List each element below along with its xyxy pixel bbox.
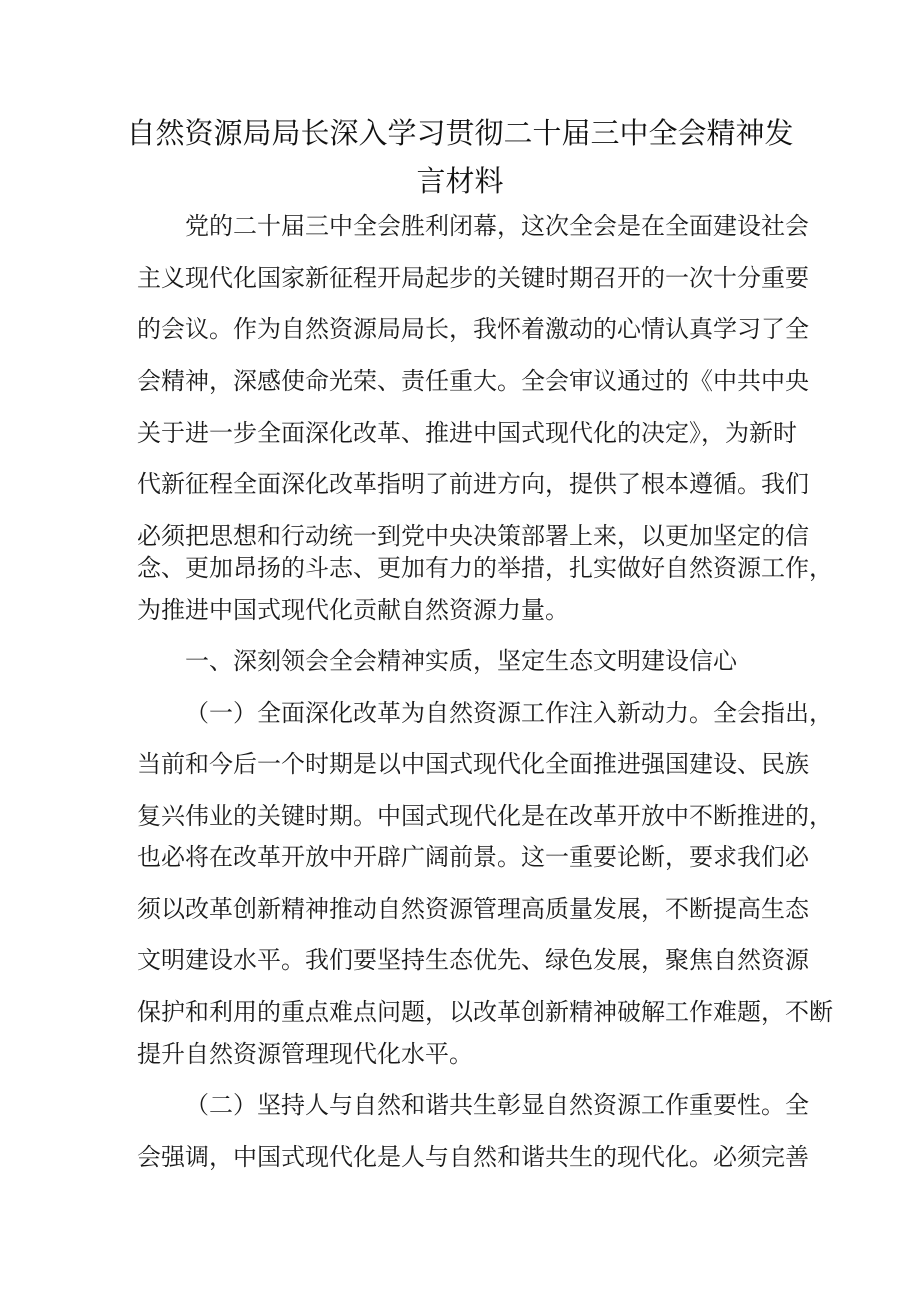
paragraph-line: （二）坚持人与自然和谐共生彰显自然资源工作重要性。全 xyxy=(185,1091,809,1119)
document-title-line-1: 自然资源局局长深入学习贯彻二十届三中全会精神发 xyxy=(126,116,794,150)
paragraph-line: 的会议。作为自然资源局局长，我怀着激动的心情认真学习了全 xyxy=(137,315,809,343)
paragraph-line: 为推进中国式现代化贡献自然资源力量。 xyxy=(137,596,569,624)
paragraph-line: （一）全面深化改革为自然资源工作注入新动力。全会指出， xyxy=(185,699,833,727)
paragraph-line: 会精神，深感使命光荣、责任重大。全会审议通过的《中共中央 xyxy=(137,367,809,395)
paragraph-line: 主义现代化国家新征程开局起步的关键时期召开的一次十分重要 xyxy=(137,264,809,292)
paragraph-line: 复兴伟业的关键时期。中国式现代化是在改革开放中不断推进的， xyxy=(137,802,833,830)
paragraph-line: 关于进一步全面深化改革、推进中国式现代化的决定》，为新时 xyxy=(137,419,797,447)
paragraph-line: 须以改革创新精神推动自然资源管理高质量发展，不断提高生态 xyxy=(137,895,809,923)
paragraph-line: 会强调，中国式现代化是人与自然和谐共生的现代化。必须完善 xyxy=(137,1143,809,1171)
paragraph-line: 念、更加昂扬的斗志、更加有力的举措，扎实做好自然资源工作， xyxy=(137,554,833,582)
paragraph-line: 当前和今后一个时期是以中国式现代化全面推进强国建设、民族 xyxy=(137,750,809,778)
paragraph-line: 也必将在改革开放中开辟广阔前景。这一重要论断，要求我们必 xyxy=(137,843,809,871)
paragraph-line: 文明建设水平。我们要坚持生态优先、绿色发展，聚焦自然资源 xyxy=(137,946,809,974)
paragraph-line: 代新征程全面深化改革指明了前进方向，提供了根本遵循。我们 xyxy=(137,470,809,498)
paragraph-line: 提升自然资源管理现代化水平。 xyxy=(137,1040,473,1068)
document-title-line-2: 言材料 xyxy=(416,164,504,198)
section-heading: 一、深刻领会全会精神实质，坚定生态文明建设信心 xyxy=(185,647,737,675)
paragraph-line: 必须把思想和行动统一到党中央决策部署上来，以更加坚定的信 xyxy=(137,522,809,550)
paragraph-line: 保护和利用的重点难点问题，以改革创新精神破解工作难题，不断 xyxy=(137,998,833,1026)
paragraph-line: 党的二十届三中全会胜利闭幕，这次全会是在全面建设社会 xyxy=(185,212,809,240)
